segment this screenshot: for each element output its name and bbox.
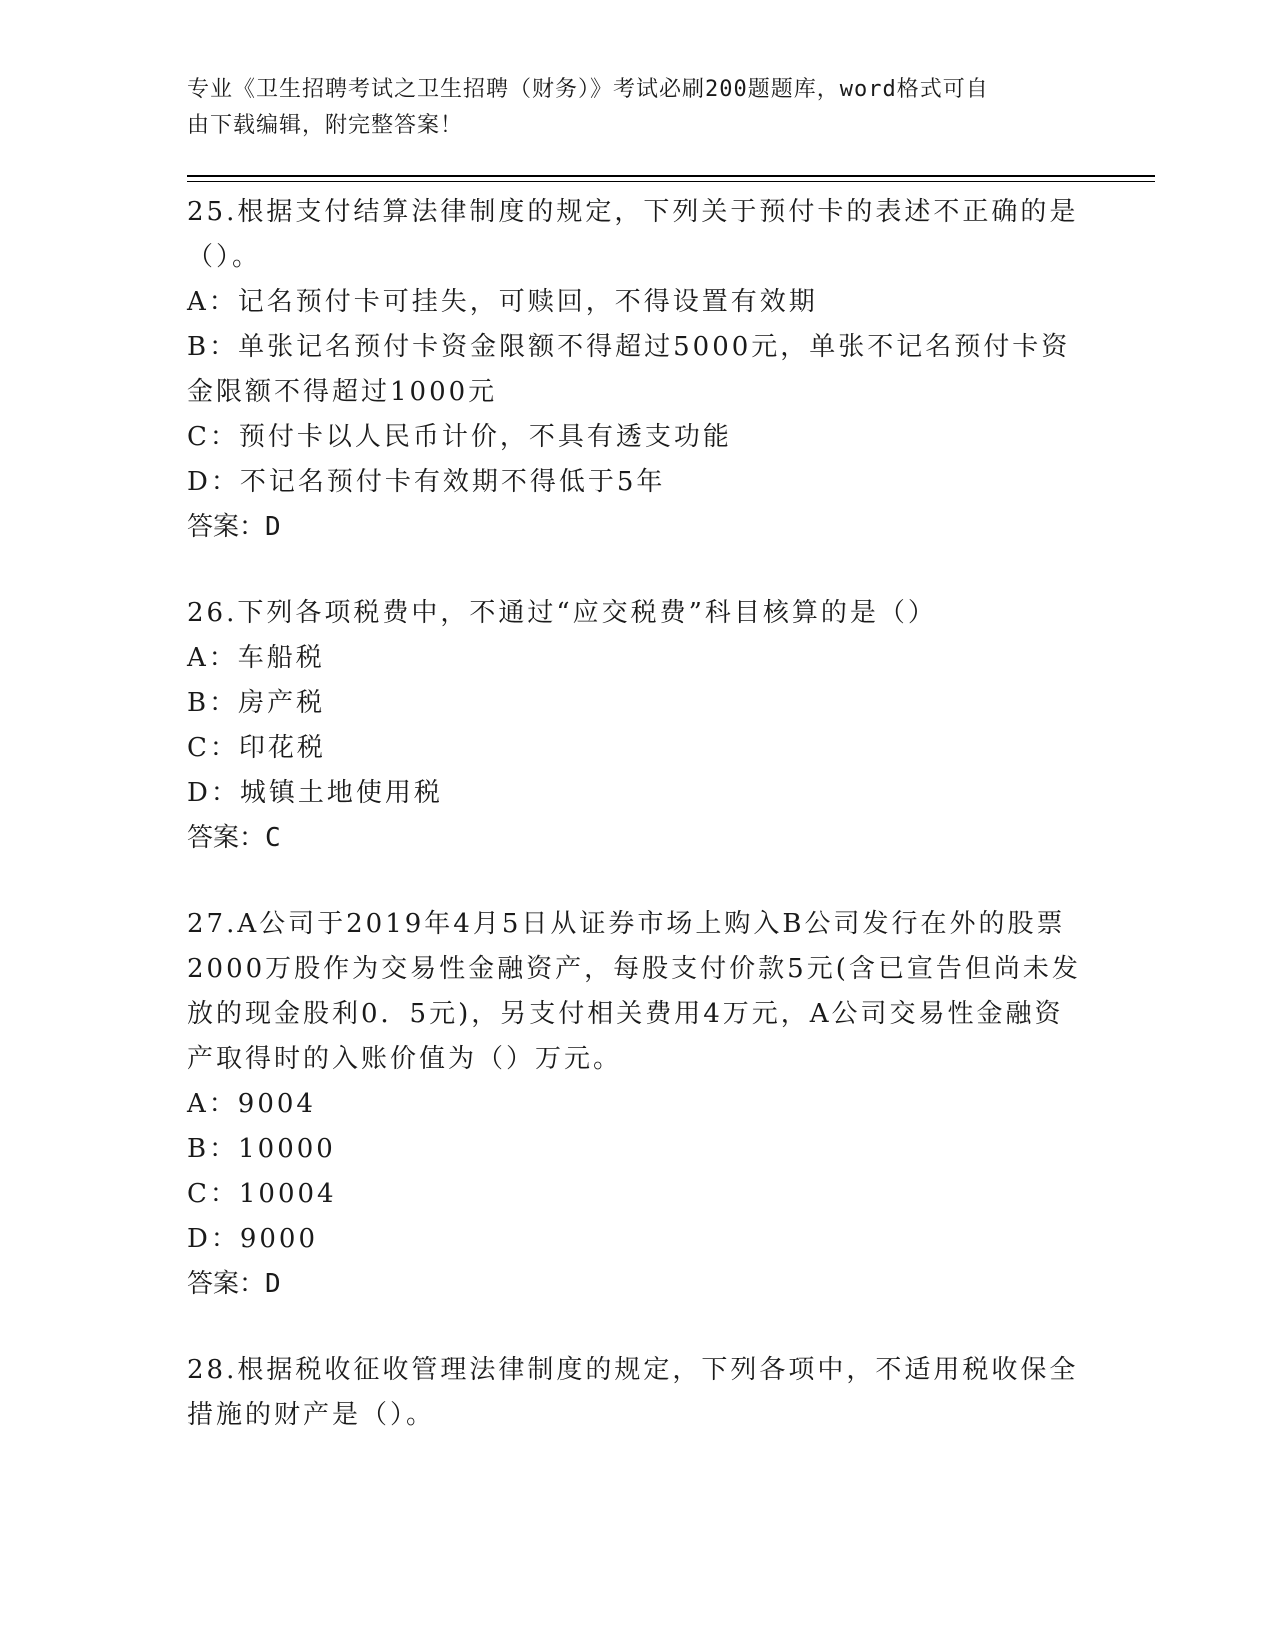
option-b: B：单张记名预付卡资金限额不得超过5000元，单张不记名预付卡资 — [187, 332, 1071, 362]
header-line-1: 专业《卫生招聘考试之卫生招聘（财务）》考试必刷200题题库，word格式可自 — [187, 77, 989, 102]
option-b-cont: 金限额不得超过1000元 — [187, 377, 498, 407]
option-d: D：9000 — [187, 1224, 319, 1254]
header-line-2: 由下载编辑，附完整答案！ — [187, 113, 464, 138]
question-28 — [187, 1348, 1087, 1438]
option-b: B：房产税 — [187, 688, 326, 718]
question-gap — [187, 550, 1087, 591]
question-stem-line: 措施的财产是（）。 — [187, 1400, 436, 1430]
option-a: A：记名预付卡可挂失，可赎回，不得设置有效期 — [187, 287, 818, 317]
option-c: C：印花税 — [187, 733, 326, 763]
header-rule-thick — [187, 175, 1155, 177]
question-gap — [187, 1307, 1087, 1348]
question-stem-line: 25.根据支付结算法律制度的规定，下列关于预付卡的表述不正确的是 — [187, 197, 1079, 227]
question-list — [187, 190, 1087, 1438]
option-b: B：10000 — [187, 1134, 336, 1164]
question-stem-line: 放的现金股利0．5元)，另支付相关费用4万元，A公司交易性金融资 — [187, 999, 1064, 1029]
header-rule-thin — [187, 181, 1155, 182]
question-stem-line: 2000万股作为交易性金融资产，每股支付价款5元(含已宣告但尚未发 — [187, 954, 1081, 984]
question-stem-line: 26.下列各项税费中，不通过“应交税费”科目核算的是（） — [187, 598, 937, 628]
option-c: C：10004 — [187, 1179, 337, 1209]
question-26 — [187, 591, 1087, 861]
answer-label: 答案：D — [187, 1269, 281, 1299]
question-stem-line: 产取得时的入账价值为（）万元。 — [187, 1044, 623, 1074]
question-gap — [187, 861, 1087, 902]
question-stem-line: 27.A公司于2019年4月5日从证券市场上购入B公司发行在外的股票 — [187, 909, 1066, 939]
document-header — [187, 72, 1087, 144]
question-stem-line: （）。 — [187, 242, 262, 272]
option-a: A：车船税 — [187, 643, 325, 673]
question-25 — [187, 190, 1087, 550]
question-27 — [187, 902, 1087, 1307]
option-c: C：预付卡以人民币计价，不具有透支功能 — [187, 422, 732, 452]
answer-label: 答案：C — [187, 823, 281, 853]
answer-label: 答案：D — [187, 512, 281, 542]
option-d: D：城镇土地使用税 — [187, 778, 443, 808]
question-stem-line: 28.根据税收征收管理法律制度的规定，下列各项中，不适用税收保全 — [187, 1355, 1079, 1385]
option-a: A：9004 — [187, 1089, 316, 1119]
option-d: D：不记名预付卡有效期不得低于5年 — [187, 467, 666, 497]
